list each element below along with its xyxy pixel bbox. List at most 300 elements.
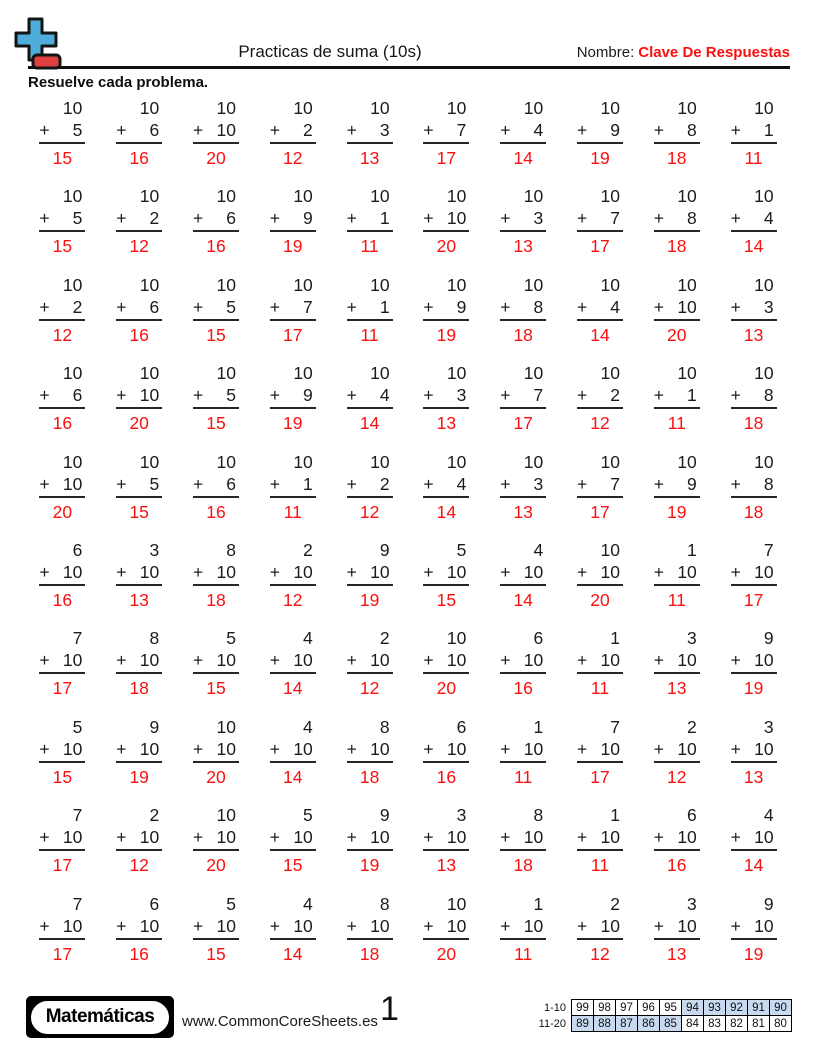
answer-value: 11: [360, 324, 379, 345]
answer-value: 17: [513, 413, 533, 434]
addend-top: 10: [139, 98, 160, 118]
addend-bottom-value: 10: [216, 120, 236, 140]
answer-value: 17: [743, 589, 764, 610]
addition-problem: [193, 627, 239, 715]
addend-bottom: [193, 915, 239, 940]
answer-key-label: Clave De Respuestas: [638, 44, 790, 61]
addend-top: 10: [139, 363, 160, 384]
addition-problem: [654, 362, 700, 450]
addend-bottom-value: 9: [610, 120, 620, 140]
plus-sign: +: [116, 738, 127, 759]
addend-top: 10: [446, 98, 467, 118]
plus-sign: +: [653, 738, 665, 759]
score-cell: 89: [571, 1015, 594, 1032]
addend-bottom-value: 10: [754, 738, 774, 759]
addend-bottom: [423, 384, 469, 409]
addend-bottom: [270, 296, 316, 321]
addend-bottom: [116, 119, 162, 144]
addend-bottom: [423, 649, 469, 674]
addend-bottom: [577, 826, 623, 851]
answer-value: 15: [206, 413, 226, 434]
addend-top: 4: [303, 628, 313, 649]
answer-value: 20: [206, 766, 226, 787]
page-number: 1: [380, 990, 399, 1028]
addend-bottom: [577, 207, 623, 232]
addition-problem: [39, 451, 85, 539]
addition-problem: [270, 539, 316, 627]
score-cell: 96: [637, 999, 660, 1016]
addend-bottom-value: 10: [293, 827, 313, 848]
addend-bottom-value: 5: [226, 385, 236, 406]
plus-sign: +: [192, 208, 204, 229]
addend-bottom: [270, 649, 316, 674]
plus-sign: +: [192, 650, 204, 671]
answer-value: 17: [52, 678, 73, 699]
addend-top: 10: [446, 451, 467, 472]
answer-value: 20: [436, 236, 457, 257]
answer-value: 17: [283, 324, 303, 345]
addend-top: 10: [139, 451, 160, 472]
plus-sign: +: [730, 208, 741, 229]
addition-problem: [654, 451, 700, 539]
answer-value: 20: [52, 501, 73, 522]
score-cell: 94: [681, 999, 704, 1016]
addend-bottom-value: 10: [216, 561, 236, 582]
problem-row: [24, 893, 792, 981]
plus-sign: +: [653, 296, 665, 317]
plus-sign: +: [269, 827, 281, 848]
answer-value: 15: [129, 501, 149, 522]
answer-value: 19: [436, 324, 457, 345]
addend-bottom-value: 10: [754, 650, 774, 671]
addition-problem: [347, 804, 393, 892]
addend-bottom: [270, 119, 316, 144]
addition-problem: [731, 185, 777, 273]
addend-top: 3: [763, 716, 774, 737]
score-range-label: 11-20: [538, 1017, 566, 1030]
score-cell: 90: [769, 999, 792, 1016]
addition-problem: [731, 362, 777, 450]
addend-bottom: [500, 473, 546, 498]
addend-bottom-value: 10: [293, 915, 313, 936]
answer-value: 15: [206, 324, 226, 345]
addition-problem: [193, 185, 239, 273]
addend-bottom: [193, 826, 239, 851]
addition-problem: [193, 451, 239, 539]
addend-bottom-value: 10: [62, 915, 83, 936]
addend-bottom-value: 3: [456, 385, 467, 406]
addend-bottom: [39, 473, 85, 498]
plus-sign: +: [192, 120, 204, 140]
addend-top: 10: [677, 186, 697, 207]
answer-value: 20: [206, 855, 226, 876]
plus-sign: +: [192, 385, 204, 406]
addition-problem: [654, 627, 700, 715]
answer-value: 19: [743, 678, 764, 699]
plus-sign: +: [39, 385, 50, 406]
problem-row: [24, 97, 792, 185]
addition-problem: [193, 97, 239, 185]
addition-problem: [39, 185, 85, 273]
addend-top: 5: [456, 539, 467, 560]
addend-top: 6: [533, 628, 544, 649]
plus-sign: +: [500, 120, 511, 140]
answer-value: 13: [359, 148, 380, 168]
addend-bottom-value: 10: [139, 650, 160, 671]
addend-bottom: [423, 826, 469, 851]
addition-problem: [423, 362, 469, 450]
addend-top: 10: [677, 98, 697, 118]
addend-bottom: [116, 826, 162, 851]
plus-sign: +: [730, 650, 741, 671]
addend-bottom-value: 8: [533, 296, 544, 317]
answer-value: 13: [667, 678, 687, 699]
addend-top: 10: [216, 716, 236, 737]
addend-bottom: [500, 561, 546, 586]
plus-sign: +: [730, 915, 741, 936]
answer-value: 11: [590, 678, 610, 699]
plus-sign: +: [116, 473, 127, 494]
plus-sign: +: [730, 561, 741, 582]
plus-sign: +: [269, 915, 281, 936]
addend-bottom: [193, 473, 239, 498]
addition-problem: [577, 97, 623, 185]
addend-bottom: [654, 738, 700, 763]
answer-value: 18: [667, 148, 687, 168]
answer-value: 16: [129, 148, 149, 168]
addend-bottom-value: 10: [62, 738, 83, 759]
addend-top: 8: [226, 539, 236, 560]
addend-top: 8: [533, 805, 544, 826]
plus-sign: +: [116, 208, 127, 229]
answer-value: 14: [513, 148, 533, 168]
addend-bottom: [654, 649, 700, 674]
addend-top: 10: [446, 186, 467, 207]
addend-bottom-value: 10: [216, 827, 236, 848]
addend-bottom: [577, 384, 623, 409]
addend-bottom: [500, 207, 546, 232]
addend-top: 2: [610, 893, 620, 914]
addend-top: 10: [600, 186, 620, 207]
addend-bottom: [500, 826, 546, 851]
plus-sign: +: [576, 650, 588, 671]
plus-sign: +: [192, 915, 204, 936]
plus-sign: +: [116, 385, 127, 406]
answer-value: 17: [590, 766, 610, 787]
addend-top: 8: [149, 628, 160, 649]
plus-sign: +: [423, 473, 434, 494]
addend-bottom: [270, 384, 316, 409]
addend-top: 10: [600, 274, 620, 295]
addend-bottom-value: 9: [456, 296, 467, 317]
plus-sign: +: [730, 296, 741, 317]
answer-value: 18: [129, 678, 149, 699]
addition-problem: [347, 97, 393, 185]
plus-sign: +: [500, 650, 511, 671]
answer-value: 16: [206, 236, 226, 257]
addend-bottom-value: 10: [754, 915, 774, 936]
answer-value: 16: [206, 501, 226, 522]
addend-bottom-value: 1: [763, 120, 774, 140]
answer-value: 13: [743, 324, 764, 345]
addition-problem: [116, 539, 162, 627]
addition-problem: [731, 539, 777, 627]
addition-problem: [577, 362, 623, 450]
addend-top: 1: [533, 716, 544, 737]
addend-bottom: [39, 649, 85, 674]
problem-row: [24, 804, 792, 892]
addend-bottom: [347, 915, 393, 940]
addend-top: 6: [72, 539, 83, 560]
addition-problem: [500, 716, 546, 804]
plus-sign: +: [730, 120, 741, 140]
addend-bottom-value: 2: [379, 473, 390, 494]
addition-problem: [577, 539, 623, 627]
answer-value: 14: [283, 766, 303, 787]
addend-top: 10: [62, 186, 83, 207]
addition-problem: [423, 804, 469, 892]
addend-bottom: [731, 915, 777, 940]
plus-sign: +: [116, 561, 127, 582]
addend-bottom: [347, 738, 393, 763]
addend-bottom: [577, 119, 623, 144]
score-cell: 88: [593, 1015, 616, 1032]
addend-bottom: [193, 296, 239, 321]
answer-value: 11: [283, 501, 302, 522]
answer-value: 11: [667, 413, 686, 434]
addend-bottom: [654, 561, 700, 586]
addend-top: 10: [446, 893, 467, 914]
plus-sign: +: [116, 650, 127, 671]
plus-sign: +: [346, 473, 357, 494]
addend-bottom-value: 8: [687, 208, 697, 229]
addend-bottom-value: 10: [139, 385, 160, 406]
addend-top: 10: [600, 539, 620, 560]
addition-problem: [116, 804, 162, 892]
addend-bottom: [39, 738, 85, 763]
score-cell: 93: [703, 999, 726, 1016]
answer-value: 18: [513, 324, 533, 345]
addition-problem: [577, 716, 623, 804]
plus-sign: +: [730, 473, 741, 494]
plus-sign: +: [269, 296, 281, 317]
plus-sign: +: [576, 385, 588, 406]
answer-value: 17: [590, 236, 610, 257]
name-label: Nombre:: [576, 44, 635, 61]
addition-problem: [347, 627, 393, 715]
addend-bottom: [500, 119, 546, 144]
addend-bottom: [500, 915, 546, 940]
addend-top: 3: [687, 893, 697, 914]
answer-value: 20: [436, 678, 457, 699]
plus-sign: +: [116, 296, 127, 317]
addend-bottom: [731, 473, 777, 498]
addition-problem: [731, 274, 777, 362]
website-url: www.CommonCoreSheets.es: [182, 1013, 378, 1030]
addend-top: 3: [687, 628, 697, 649]
addend-top: 9: [763, 893, 774, 914]
answer-value: 12: [52, 324, 73, 345]
addend-bottom-value: 7: [303, 296, 313, 317]
addend-bottom-value: 1: [379, 208, 390, 229]
addition-problem: [654, 804, 700, 892]
addend-top: 10: [600, 98, 620, 118]
answer-value: 12: [129, 855, 149, 876]
addition-problem: [731, 97, 777, 185]
addition-problem: [193, 274, 239, 362]
plus-sign: +: [500, 561, 511, 582]
score-cell: 87: [615, 1015, 638, 1032]
addend-bottom: [347, 207, 393, 232]
addend-bottom: [500, 738, 546, 763]
addend-top: 10: [139, 186, 160, 207]
addend-bottom-value: 10: [600, 738, 620, 759]
answer-value: 17: [436, 148, 457, 168]
addition-problem: [193, 362, 239, 450]
score-cell: 80: [769, 1015, 792, 1032]
plus-sign: +: [39, 738, 50, 759]
addend-bottom: [654, 207, 700, 232]
addition-problem: [654, 97, 700, 185]
addend-top: 10: [677, 274, 697, 295]
answer-value: 19: [359, 855, 380, 876]
addend-bottom-value: 10: [754, 827, 774, 848]
addend-bottom-value: 10: [446, 208, 467, 229]
addition-problem: [500, 362, 546, 450]
answer-value: 20: [590, 589, 610, 610]
plus-sign: +: [576, 827, 588, 848]
score-cell: 95: [659, 999, 682, 1016]
addend-bottom-value: 10: [62, 827, 83, 848]
addend-bottom-value: 7: [610, 473, 620, 494]
score-row: [524, 999, 792, 1016]
addend-bottom-value: 9: [303, 385, 313, 406]
addend-top: 10: [216, 186, 236, 207]
addend-bottom-value: 10: [139, 827, 160, 848]
addition-problem: [500, 274, 546, 362]
addend-bottom-value: 4: [610, 296, 620, 317]
header-divider: [28, 66, 790, 69]
addend-bottom: [347, 384, 393, 409]
answer-value: 12: [590, 943, 610, 964]
addend-bottom-value: 3: [379, 120, 390, 140]
answer-value: 19: [283, 236, 303, 257]
addend-bottom-value: 10: [600, 561, 620, 582]
addend-top: 10: [62, 451, 83, 472]
answer-value: 13: [436, 855, 457, 876]
answer-value: 15: [52, 148, 73, 168]
addend-bottom: [347, 561, 393, 586]
addend-bottom: [731, 296, 777, 321]
answer-value: 13: [129, 589, 149, 610]
problem-row: [24, 627, 792, 715]
answer-value: 18: [743, 413, 764, 434]
addend-bottom-value: 2: [72, 296, 83, 317]
answer-value: 12: [667, 766, 687, 787]
addition-problem: [270, 716, 316, 804]
addend-top: 10: [600, 451, 620, 472]
answer-value: 11: [514, 943, 533, 964]
addend-bottom-value: 10: [446, 561, 467, 582]
addend-bottom-value: 10: [446, 827, 467, 848]
addend-top: 10: [216, 451, 236, 472]
plus-sign: +: [346, 120, 357, 140]
addition-problem: [423, 451, 469, 539]
plus-sign: +: [653, 915, 665, 936]
addend-top: 3: [149, 539, 160, 560]
addend-bottom-value: 1: [303, 473, 313, 494]
problem-row: [24, 362, 792, 450]
addition-problem: [577, 185, 623, 273]
addend-bottom: [116, 649, 162, 674]
addend-top: 10: [677, 451, 697, 472]
addend-bottom: [731, 561, 777, 586]
plus-sign: +: [116, 827, 127, 848]
plus-sign: +: [423, 208, 434, 229]
addend-top: 10: [293, 363, 313, 384]
addend-bottom-value: 8: [687, 120, 697, 140]
addition-problem: [423, 716, 469, 804]
answer-value: 16: [129, 324, 149, 345]
addend-bottom: [423, 473, 469, 498]
answer-value: 12: [283, 148, 303, 168]
plus-sign: +: [39, 120, 50, 140]
addend-bottom: [577, 561, 623, 586]
addend-top: 10: [216, 363, 236, 384]
plus-sign: +: [39, 561, 50, 582]
addend-bottom-value: 2: [303, 120, 313, 140]
plus-sign: +: [423, 385, 434, 406]
addend-top: 1: [687, 539, 697, 560]
addition-problem: [654, 185, 700, 273]
answer-value: 16: [52, 589, 73, 610]
addend-top: 2: [687, 716, 697, 737]
addition-problem: [116, 362, 162, 450]
answer-value: 14: [743, 236, 764, 257]
addend-bottom: [731, 207, 777, 232]
addend-top: 5: [226, 628, 236, 649]
addend-bottom: [347, 296, 393, 321]
addend-bottom: [116, 384, 162, 409]
addend-bottom: [39, 826, 85, 851]
addend-bottom-value: 10: [293, 561, 313, 582]
addend-bottom: [423, 119, 469, 144]
answer-value: 14: [436, 501, 457, 522]
addend-top: 7: [72, 628, 83, 649]
plus-sign: +: [346, 650, 357, 671]
plus-sign: +: [576, 473, 588, 494]
plus-sign: +: [346, 738, 357, 759]
plus-sign: +: [346, 208, 357, 229]
addition-problem: [500, 627, 546, 715]
addend-bottom: [193, 561, 239, 586]
addition-problem: [270, 274, 316, 362]
plus-sign: +: [192, 473, 204, 494]
answer-value: 20: [667, 324, 687, 345]
answer-value: 15: [206, 678, 226, 699]
addend-top: 2: [379, 628, 390, 649]
plus-sign: +: [39, 208, 50, 229]
addend-bottom-value: 10: [677, 296, 697, 317]
score-cell: 97: [615, 999, 638, 1016]
addend-bottom-value: 10: [446, 915, 467, 936]
addend-bottom: [731, 384, 777, 409]
plus-sign: +: [269, 473, 281, 494]
addend-bottom: [423, 561, 469, 586]
plus-sign: +: [653, 385, 665, 406]
addition-problem: [731, 716, 777, 804]
addend-top: 4: [533, 539, 544, 560]
